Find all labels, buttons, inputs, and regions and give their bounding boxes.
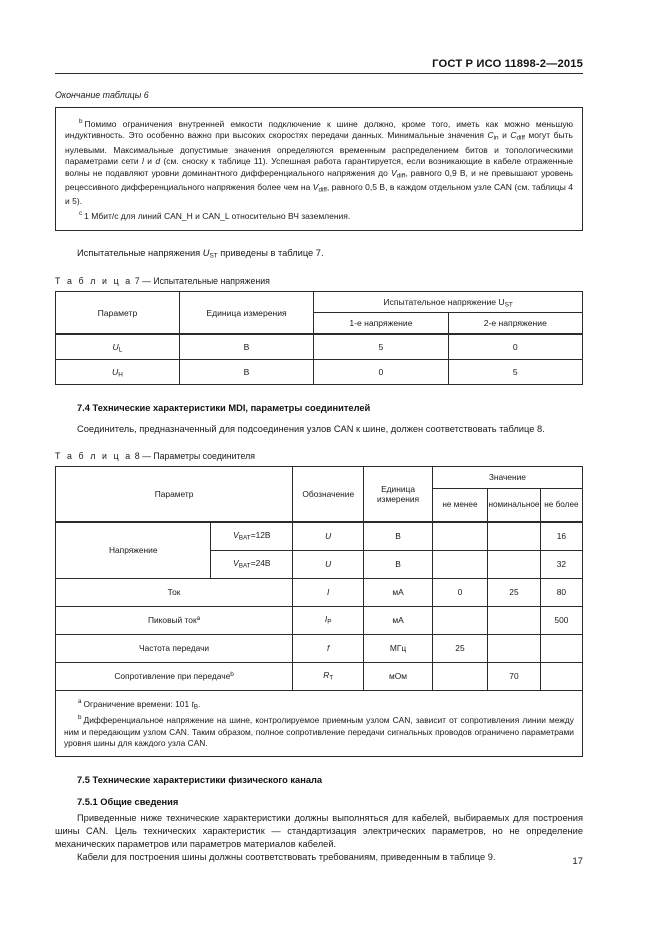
table8-cell-designation [293, 578, 364, 606]
table8-cell-parameter: Частота передачи [56, 634, 293, 662]
table8-caption-number: 8 [134, 450, 140, 461]
table7-header-first-voltage: 1-е напряжение [314, 313, 448, 335]
table8-cell-unit: МГц [364, 634, 433, 662]
table7-header-test-voltage [314, 292, 583, 313]
table8-cell-unit: В [364, 550, 433, 578]
table7-header-second-voltage: 2-е напряжение [448, 313, 582, 335]
table6-note-box [55, 107, 583, 231]
table7-cell-second: 5 [448, 360, 582, 385]
table8-caption-label: Т а б л и ц а [55, 450, 133, 461]
table7-row0-parameter: U [112, 341, 119, 352]
table8-cell-parameter: Напряжение [56, 522, 211, 579]
table8-row5-designation: R [323, 670, 330, 681]
table8-cell-condition [211, 550, 293, 578]
table8-cell-designation [293, 522, 364, 551]
table8-row5-designation-sub: T [329, 674, 334, 682]
table7-cell-parameter [56, 360, 180, 385]
table8-note-b-text: Дифференциальное напряжение на шине, контролируемое приемным узлом CAN, зависит от сопротивления линии между ним и передающим узлом CAN. Таким образом, полное сопротивление передачи сигнальных проводов ограничено параметрами уровня шины для каждого узла CAN. [64, 715, 574, 749]
table8-cell-max: 16 [540, 522, 582, 551]
page-content [55, 90, 583, 864]
table-row [56, 522, 583, 551]
table8-header-nominal: номинальное [488, 488, 541, 521]
table7-row0-parameter-sub: L [118, 346, 123, 354]
table8-caption-title: Параметры соединителя [153, 450, 255, 461]
table8-note-b [64, 712, 574, 749]
table8-row3-parameter-footnote: a [196, 615, 201, 623]
section-74-heading: 7.4 Технические характеристики MDI, параметры соединителей [77, 403, 371, 414]
table8-cell-nominal: 25 [488, 578, 541, 606]
table8-cell-condition [211, 522, 293, 551]
table7-cell-unit: В [179, 334, 313, 360]
table-row [56, 578, 583, 606]
table8-row1-condition-sub: BAT [238, 562, 251, 570]
table8-note-a: $^a$ Ограничение времени: 101 $t_B$. [78, 697, 201, 711]
table7-caption [55, 276, 583, 286]
table8-cell-unit: мА [364, 578, 433, 606]
table8-caption-dash: — [142, 450, 151, 461]
table8-row3-designation: I [324, 614, 328, 625]
table8-caption [55, 451, 583, 461]
table8-cell-unit: мОм [364, 662, 433, 690]
footnote-mark-b: b [78, 714, 82, 722]
table8-cell-designation [293, 550, 364, 578]
table8-cell-min: 0 [432, 578, 487, 606]
table-test-voltages [55, 291, 583, 385]
table8-cell-nominal [488, 550, 541, 578]
table8-cell-min [432, 522, 487, 551]
table8-cell-parameter [56, 662, 293, 690]
table-row [56, 334, 583, 360]
table8-header-min: не менее [432, 488, 487, 521]
table8-header-max: не более [540, 488, 582, 521]
table8-row0-condition: V [233, 530, 239, 541]
table8-header-parameter: Параметр [56, 466, 293, 522]
footnote-mark-a: a [78, 697, 82, 705]
table8-header-value: Значение [432, 466, 582, 488]
running-head [55, 58, 583, 74]
table8-row1-condition: V [233, 558, 239, 569]
table7-header-test-voltage-text: Испытательное напряжение U [383, 296, 505, 307]
table7-header-test-voltage-sub: ST [504, 301, 513, 309]
table8-notes-cell [56, 690, 583, 756]
table-row [56, 466, 583, 488]
table7-intro-paragraph: Испытательные напряжения $U_{ST}$ приведены в таблице 7. [77, 247, 324, 260]
table6-note-b: $^b$ Помимо ограничения внутренней емкости подключение к шине должно, кроме того, иметь как можно меньшую индуктивность. Это особенно важно при высоких скоростях передачи данных. Минимальные значения $C_{in}$ и $C_{diff}$ могут быть нулевыми. Максимальные допустимые значения определяются временным распределением битов и топологическими параметрами сети l и d (см. сноску к таблице 11). Успешная работа гарантируется, если возникающие в кабеле отраженные волны не подавляют уровни доминантного дифференциального напряжения до $V_{diff}$, равного 0,9 В, и не превышают уровень рецессивного дифференциального напряжения более чем на $V_{diff}$, равного 0,5 В, в каждом отдельном узле CAN (см. таблицы 4 и 5). [65, 118, 573, 207]
section-74-paragraph: Соединитель, предназначенный для подсоединения узлов CAN к шине, должен соответствовать таблице 8. [77, 424, 545, 435]
section-751-paragraph-1: Приведенные ниже технические характеристики должны выполняться для кабелей, выбираемых для построения шины CAN. Цель технических характеристик — стандартизация электрических параметров, но не определение механических параметров или параметров материалов кабелей. [55, 812, 583, 849]
table7-header-parameter: Параметр [56, 292, 180, 335]
table7-cell-unit: В [179, 360, 313, 385]
table8-cell-unit: В [364, 522, 433, 551]
table8-cell-unit: мА [364, 606, 433, 634]
table8-cell-min [432, 550, 487, 578]
section-75-heading: 7.5 Технические характеристики физического канала [77, 774, 323, 785]
table7-caption-label: Т а б л и ц а [55, 276, 133, 287]
table8-row3-designation-sub: P [327, 618, 332, 626]
table8-row3-parameter: Пиковый ток [147, 615, 197, 626]
table8-cell-max [540, 662, 582, 690]
table-connector-parameters [55, 466, 583, 757]
section-751-subheading: 7.5.1 Общие сведения [77, 796, 179, 807]
table8-cell-min [432, 662, 487, 690]
table6-continuation-caption: Окончание таблицы 6 [55, 90, 149, 100]
table8-row1-condition-tail: =24В [250, 558, 271, 569]
table8-header-designation: Обозначение [293, 466, 364, 522]
table7-caption-number: 7 [134, 276, 140, 287]
table7-header-unit: Единица измерения [179, 292, 313, 335]
footnote-mark-c: c [79, 210, 83, 218]
table8-cell-min [432, 606, 487, 634]
table8-header-unit: Единица измерения [364, 466, 433, 522]
table8-cell-nominal [488, 522, 541, 551]
table7-cell-first: 5 [314, 334, 448, 360]
table7-cell-first: 0 [314, 360, 448, 385]
table8-cell-nominal [488, 606, 541, 634]
table-row [56, 606, 583, 634]
table7-row1-parameter: U [112, 366, 119, 377]
table8-cell-nominal [488, 634, 541, 662]
table8-notes-row [56, 690, 583, 756]
table-row [56, 360, 583, 385]
page-number: 17 [572, 856, 583, 867]
table8-row5-parameter-footnote: b [230, 671, 234, 679]
table8-row2-designation: I [327, 587, 330, 598]
standard-title: ГОСТ Р ИСО 11898-2—2015 [432, 58, 583, 70]
table7-cell-second: 0 [448, 334, 582, 360]
table8-cell-parameter [56, 606, 293, 634]
footnote-mark-b: b [79, 118, 83, 125]
table7-row1-parameter-sub: H [118, 371, 123, 379]
table8-cell-nominal: 70 [488, 662, 541, 690]
table8-cell-designation [293, 662, 364, 690]
table8-cell-min: 25 [432, 634, 487, 662]
table8-row5-parameter: Сопротивление при передаче [114, 671, 231, 682]
table8-row4-designation: f [327, 643, 330, 654]
table8-row1-designation: U [325, 559, 332, 570]
table8-cell-max: 500 [540, 606, 582, 634]
section-751-paragraph-2: Кабели для построения шины должны соответствовать требованиям, приведенным в таблице 9. [77, 852, 496, 863]
table8-cell-max: 80 [540, 578, 582, 606]
table8-cell-parameter: Ток [56, 578, 293, 606]
table-row [56, 634, 583, 662]
table8-cell-designation [293, 606, 364, 634]
table8-cell-max [540, 634, 582, 662]
table-row [56, 292, 583, 313]
table8-row0-condition-sub: BAT [238, 534, 251, 542]
table8-row0-designation: U [325, 531, 332, 542]
table7-cell-parameter [56, 334, 180, 360]
header-rule [55, 73, 583, 74]
table8-cell-designation [293, 634, 364, 662]
table7-caption-title: Испытательные напряжения [153, 276, 270, 287]
table8-row0-condition-tail: =12В [250, 530, 271, 541]
table-row [56, 662, 583, 690]
table7-caption-dash: — [142, 276, 151, 287]
table8-cell-max: 32 [540, 550, 582, 578]
table6-note-c: $^c$ 1 Мбит/с для линий CAN_H и CAN_L относительно ВЧ заземления. [79, 210, 351, 222]
